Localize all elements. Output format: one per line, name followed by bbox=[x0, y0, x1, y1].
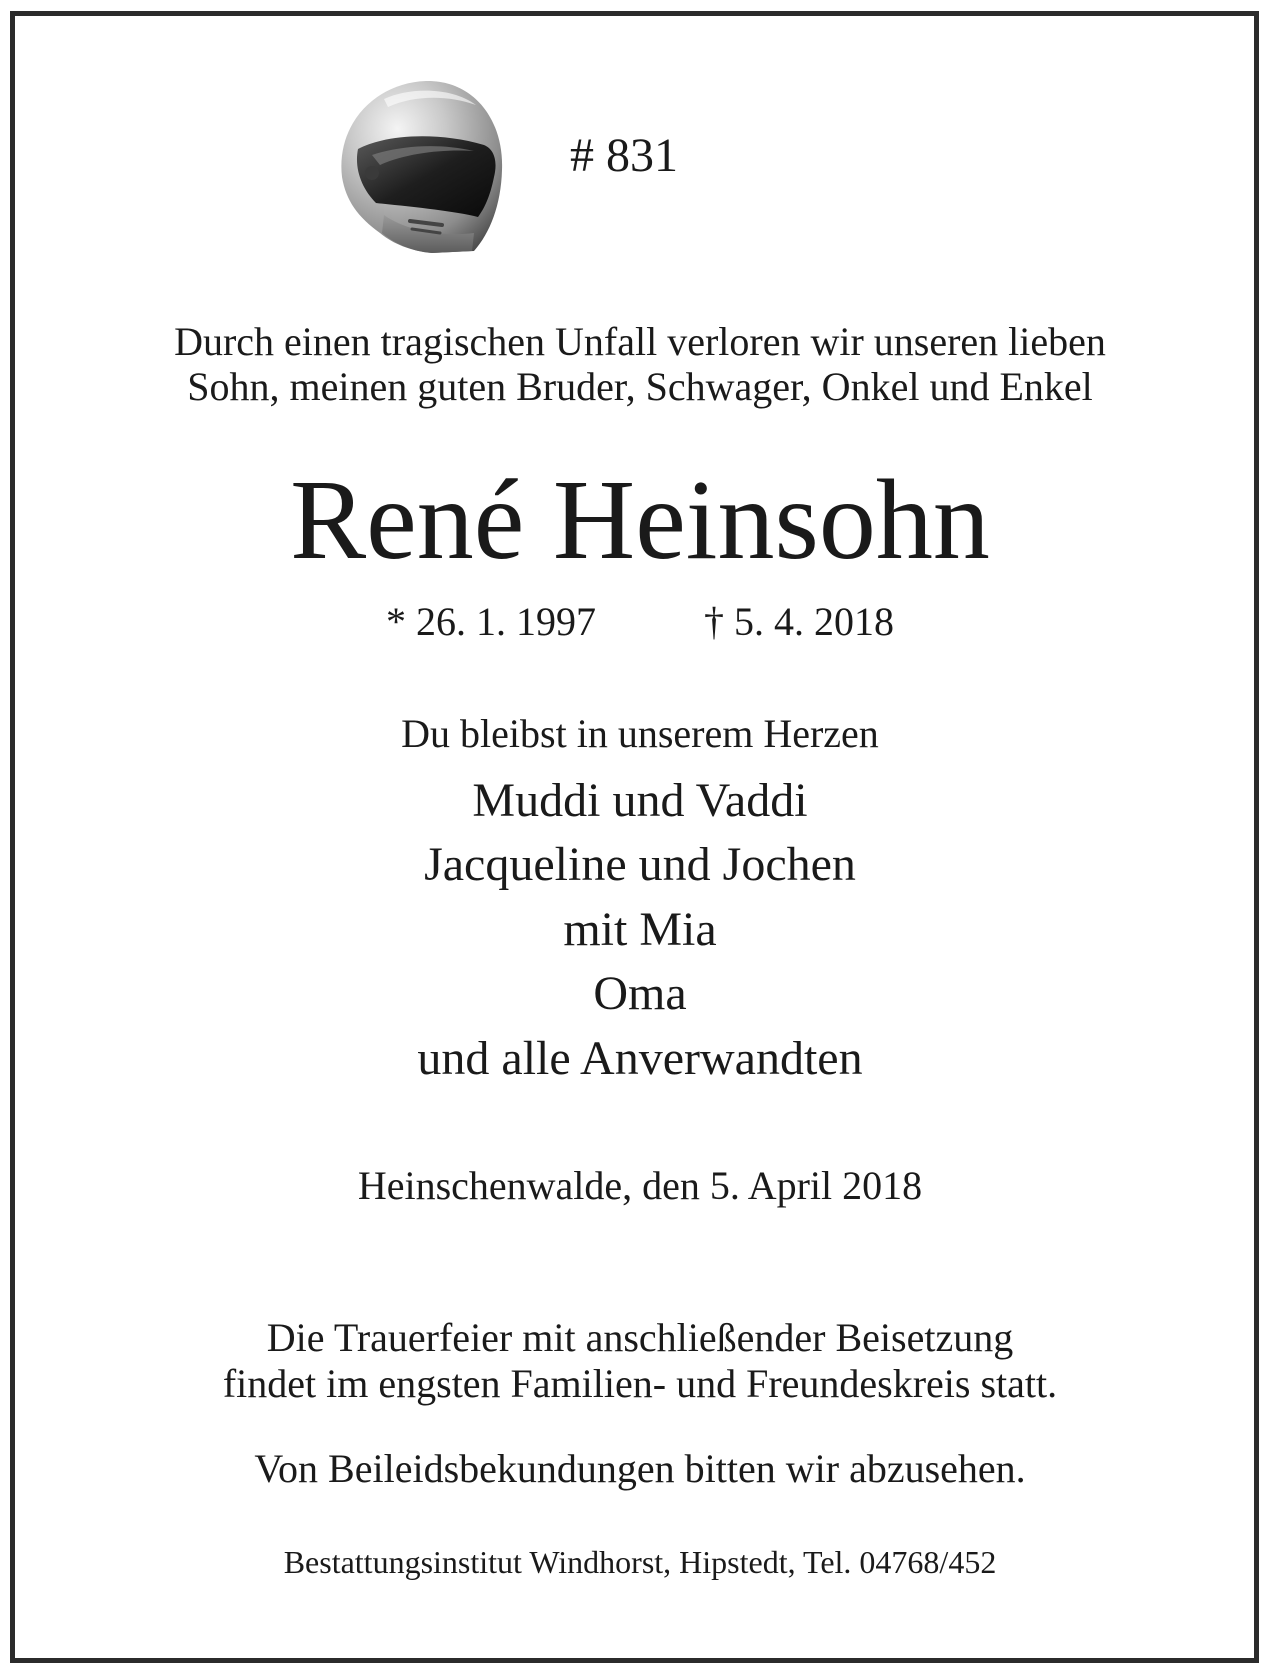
ceremony-line-1: Die Trauerfeier mit anschließender Beisetzung bbox=[266, 1315, 1014, 1360]
mourner-line-5: und alle Anverwandten bbox=[417, 1032, 863, 1085]
life-dates bbox=[0, 599, 1280, 644]
intro-line-1: Durch einen tragischen Unfall verloren wir unseren lieben bbox=[174, 319, 1106, 364]
remembrance-line: Du bleibst in unserem Herzen bbox=[401, 711, 879, 756]
death-date: † 5. 4. 2018 bbox=[704, 599, 894, 644]
place-and-date: Heinschenwalde, den 5. April 2018 bbox=[357, 1163, 923, 1208]
undertaker-contact: Bestattungsinstitut Windhorst, Hipstedt, Tel. 04768/452 bbox=[283, 1544, 997, 1580]
motorcycle-helmet-icon bbox=[314, 65, 514, 265]
mourner-line-4: Oma bbox=[593, 967, 687, 1020]
condolence-note: Von Beileidsbekundungen bitten wir abzusehen. bbox=[254, 1446, 1026, 1491]
intro-line-2: Sohn, meinen guten Bruder, Schwager, Onkel und Enkel bbox=[187, 364, 1093, 409]
birth-date: * 26. 1. 1997 bbox=[386, 599, 596, 644]
notice-number: # 831 bbox=[570, 129, 678, 182]
ceremony-line-2: findet im engsten Familien- und Freundeskreis statt. bbox=[222, 1361, 1058, 1406]
mourner-line-1: Muddi und Vaddi bbox=[472, 774, 808, 827]
mourner-line-3: mit Mia bbox=[563, 903, 717, 956]
deceased-name: René Heinsohn bbox=[290, 456, 990, 583]
mourner-line-2: Jacqueline und Jochen bbox=[424, 838, 856, 891]
obituary-frame bbox=[10, 11, 1259, 1663]
